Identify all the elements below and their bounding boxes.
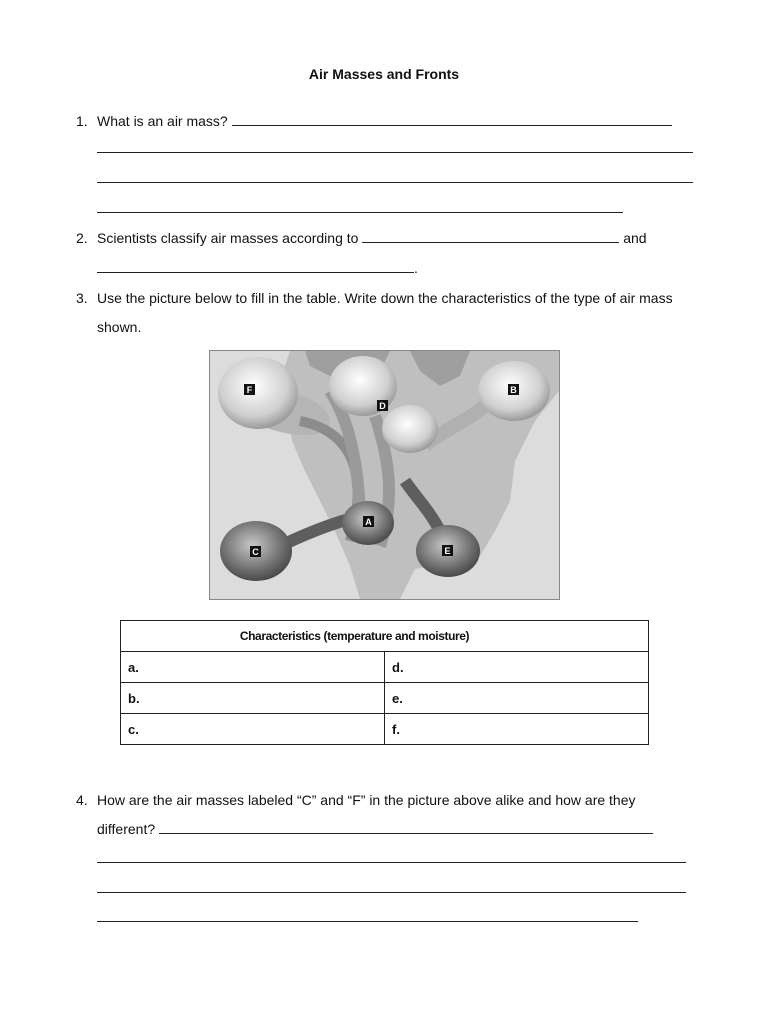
q3-number: 3.	[76, 290, 88, 306]
q2-answer-blank-2[interactable]	[97, 259, 414, 273]
q2-number: 2.	[76, 230, 88, 246]
label-d	[377, 400, 388, 411]
table-row	[121, 683, 649, 714]
characteristics-table	[120, 620, 649, 745]
q1-number: 1.	[76, 113, 88, 129]
label-a-text: A	[365, 517, 372, 527]
label-a	[363, 516, 374, 527]
table-cell-a[interactable]: a.	[121, 652, 385, 683]
q1-text: What is an air mass?	[97, 113, 228, 129]
worksheet-title: Air Masses and Fronts	[308, 66, 460, 82]
air-mass-d-south	[382, 405, 438, 453]
q4-answer-blank[interactable]	[159, 820, 653, 834]
q2-text: Scientists classify air masses according to	[97, 230, 359, 246]
q1-answer-line-4[interactable]	[97, 212, 623, 213]
label-e	[442, 545, 453, 556]
q4-text-cont: different?	[97, 821, 156, 837]
q4-answer-line-4[interactable]	[97, 921, 638, 922]
label-c-text: C	[252, 547, 259, 557]
table-cell-e[interactable]: e.	[385, 683, 649, 714]
q1-text-line	[97, 112, 672, 130]
table-header: Characteristics (temperature and moisture)	[121, 621, 649, 652]
label-c	[250, 546, 261, 557]
q4-text-line-2	[97, 820, 653, 838]
table-row	[121, 714, 649, 745]
q1-answer-line-3[interactable]	[97, 182, 693, 183]
table-row	[121, 652, 649, 683]
q2-text-line	[97, 229, 647, 247]
q2-connector: and	[623, 230, 647, 246]
q2-end: .	[414, 260, 418, 276]
q2-answer-blank-1[interactable]	[362, 229, 619, 243]
label-e-text: E	[444, 546, 451, 556]
q3-text-cont: shown.	[97, 319, 142, 335]
label-b-text: B	[510, 385, 517, 395]
q1-answer-blank[interactable]	[232, 112, 672, 126]
q1-answer-line-2[interactable]	[97, 152, 693, 153]
q4-text: How are the air masses labeled “C” and “F” in the picture above alike and how are they	[97, 792, 636, 808]
table-cell-f[interactable]: f.	[385, 714, 649, 745]
table-cell-d[interactable]: d.	[385, 652, 649, 683]
label-f-text: F	[246, 385, 253, 395]
table-header-row	[121, 621, 649, 652]
label-d-text: D	[379, 401, 386, 411]
air-mass-map-graphic	[210, 351, 559, 599]
q3-text: Use the picture below to fill in the table. Write down the characteristics of the type of air mass	[97, 290, 673, 306]
label-f	[244, 384, 255, 395]
q4-answer-line-3[interactable]	[97, 892, 686, 893]
air-mass-map	[209, 350, 560, 600]
q4-number: 4.	[76, 792, 88, 808]
q4-answer-line-2[interactable]	[97, 862, 686, 863]
table-cell-c[interactable]: c.	[121, 714, 385, 745]
table-cell-b[interactable]: b.	[121, 683, 385, 714]
label-b	[508, 384, 519, 395]
air-mass-f	[218, 357, 298, 429]
q2-text-line-2	[97, 259, 418, 277]
